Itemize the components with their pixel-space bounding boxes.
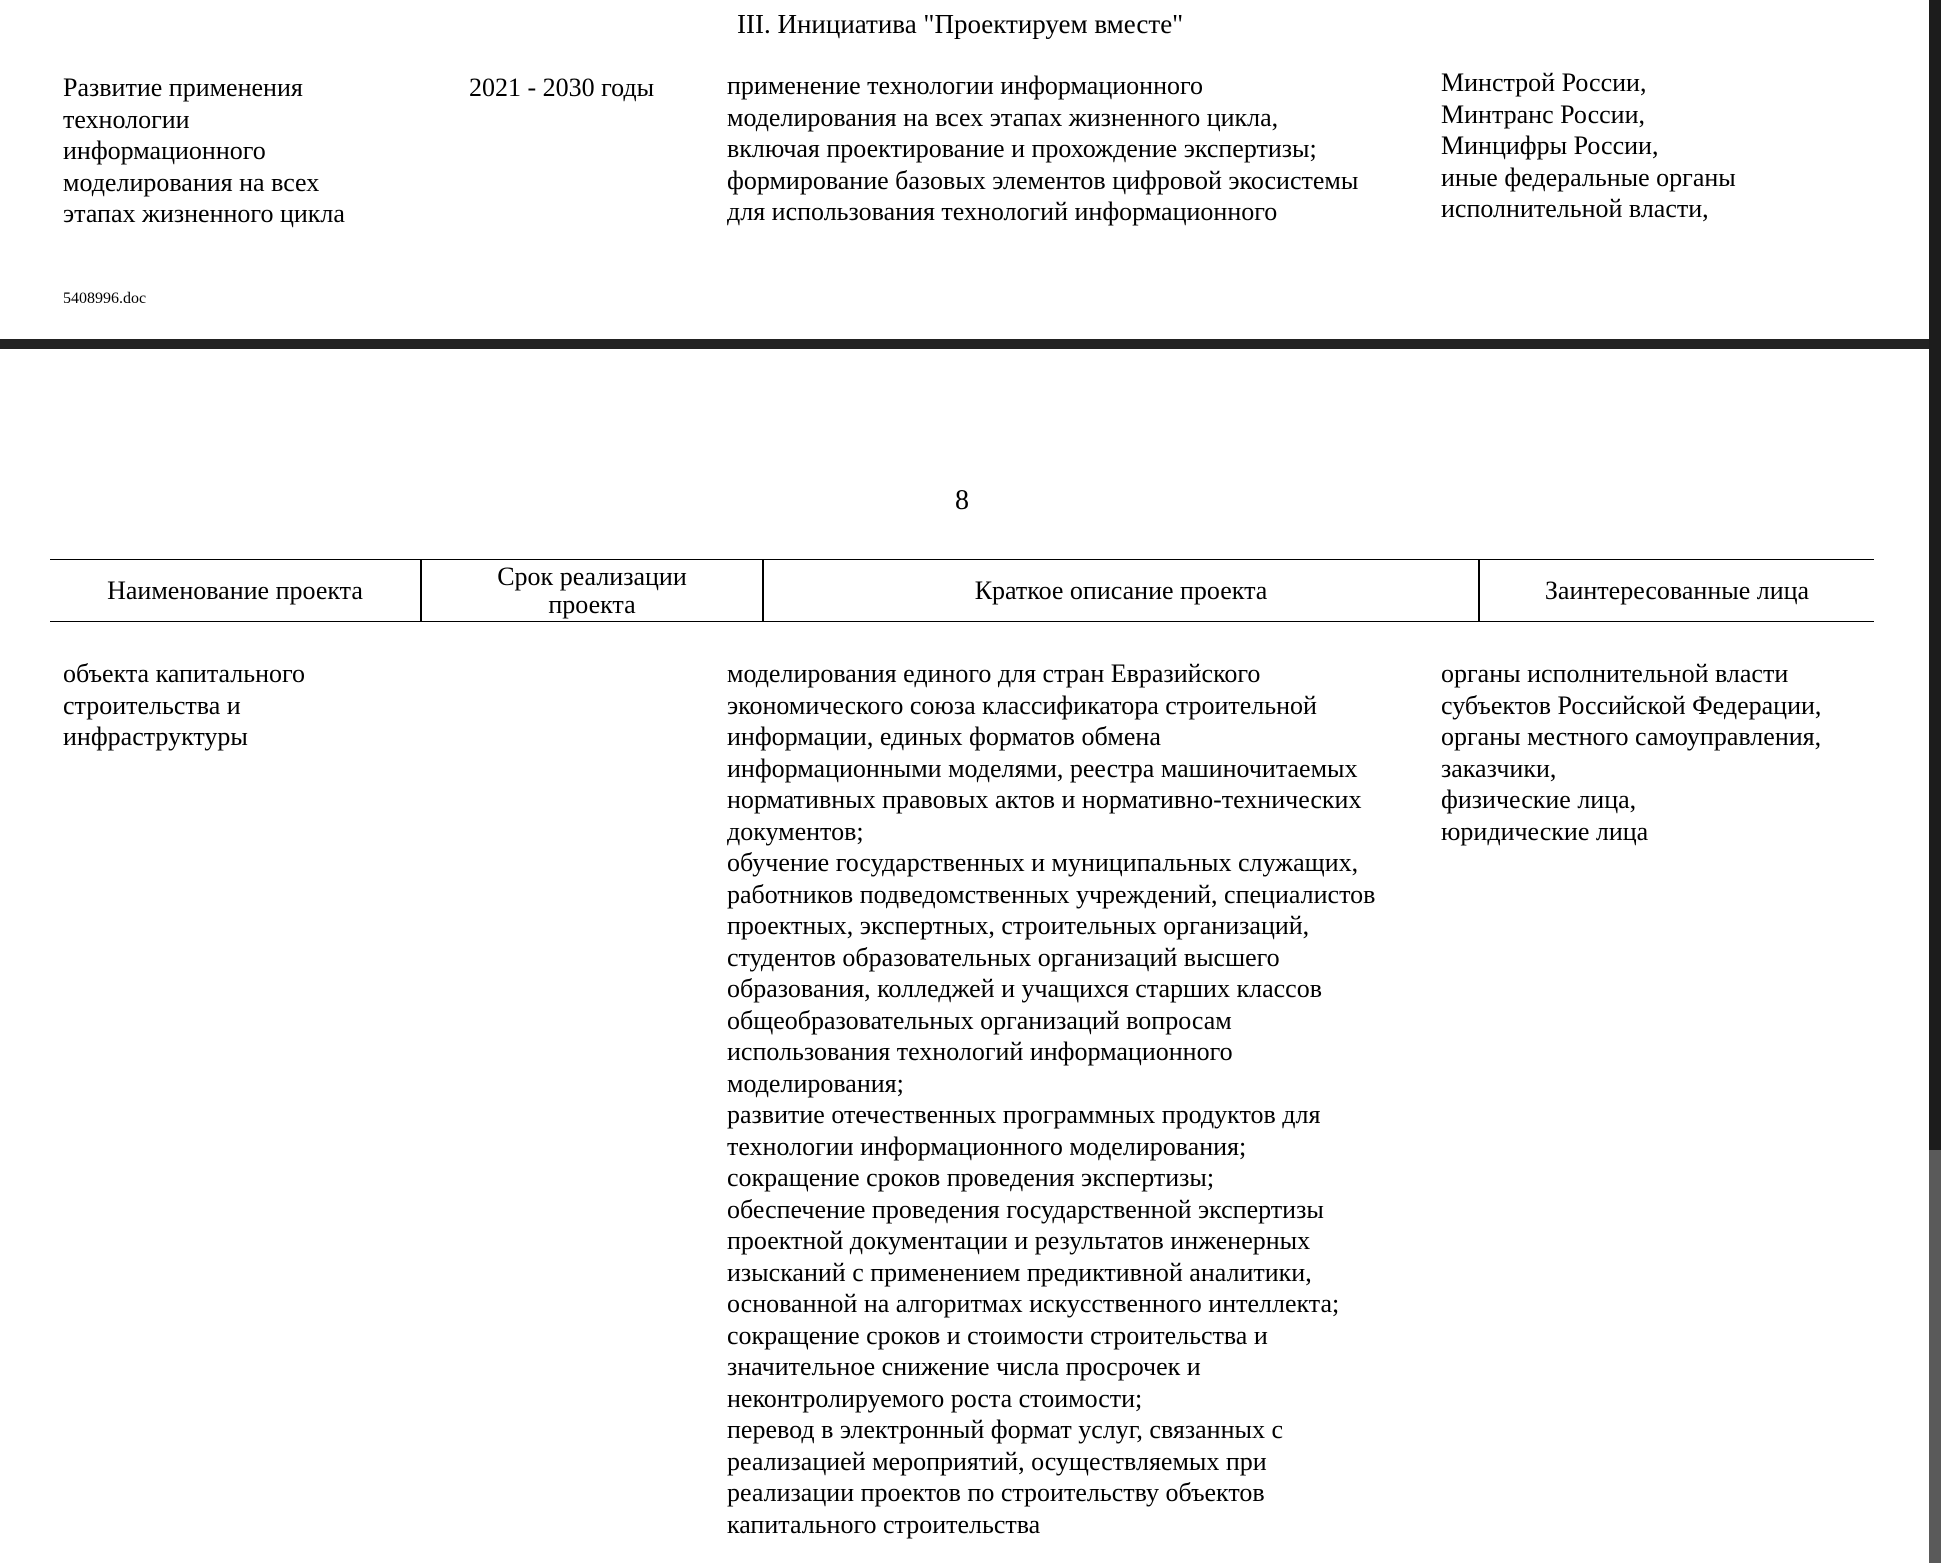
text-line: моделирования на всех этапах жизненного цикла,: [727, 102, 1279, 132]
text-line: общеобразовательных организаций вопросам: [727, 1005, 1232, 1035]
prev-project-name: [63, 72, 345, 230]
text-line: работников подведомственных учреждений, специалистов: [727, 879, 1376, 909]
text-line: нормативных правовых актов и нормативно-технических: [727, 785, 1362, 814]
section-title: III. Инициатива "Проектируем вместе": [737, 9, 1184, 39]
text-line: органы местного самоуправления,: [1441, 722, 1822, 751]
prev-project-description: [727, 70, 1358, 228]
text-line: объекта капитального: [63, 659, 306, 688]
text-line: иные федеральные органы: [1441, 162, 1736, 192]
text-line: использования технологий информационного: [727, 1037, 1233, 1066]
text-line: Срок реализации: [497, 561, 687, 591]
text-line: технологии: [63, 104, 190, 134]
text-line: изысканий с применением предиктивной аналитики,: [727, 1257, 1312, 1287]
text-line: субъектов Российской Федерации,: [1441, 690, 1822, 720]
text-line: информационного: [63, 136, 266, 165]
text-line: физические лица,: [1441, 785, 1637, 814]
text-line: информации, единых форматов обмена: [727, 722, 1161, 751]
prev-project-period: 2021 - 2030 годы: [469, 73, 655, 102]
prev-project-stakeholders: [1441, 67, 1736, 225]
text-line: проектных, экспертных, строительных организаций,: [727, 911, 1310, 940]
header-project-description: Краткое описание проекта: [974, 575, 1268, 605]
text-line: юридические лица: [1441, 816, 1649, 846]
text-line: исполнительной власти,: [1441, 194, 1709, 223]
text-line: формирование базовых элементов цифровой экосистемы: [727, 165, 1359, 195]
text-line: заказчики,: [1441, 753, 1557, 783]
document-filename: 5408996.doc: [63, 290, 147, 307]
text-line: включая проектирование и прохождение экспертизы;: [727, 134, 1317, 163]
text-line: моделирования;: [727, 1068, 904, 1098]
text-line: проекта: [548, 589, 636, 619]
text-line: экономического союза классификатора строительной: [727, 690, 1317, 720]
page-separator: [0, 339, 1941, 349]
project-description-cell: [727, 658, 1375, 1540]
header-project-period: [422, 560, 762, 621]
text-line: моделирования на всех: [63, 167, 320, 197]
table-header: [50, 559, 1874, 622]
header-stakeholders: Заинтересованные лица: [1544, 575, 1810, 605]
text-line: неконтролируемого роста стоимости;: [727, 1383, 1143, 1413]
scrollbar-thumb[interactable]: [1929, 1150, 1941, 1563]
text-line: студентов образовательных организаций высшего: [727, 942, 1280, 972]
text-line: применение технологии информационного: [727, 71, 1204, 100]
text-line: реализацией мероприятий, осуществляемых при: [727, 1446, 1267, 1476]
text-line: обеспечение проведения государственной экспертизы: [727, 1194, 1324, 1224]
header-project-name: Наименование проекта: [107, 575, 363, 605]
text-line: Минстрой России,: [1441, 68, 1647, 97]
text-line: основанной на алгоритмах искусственного интеллекта;: [727, 1289, 1340, 1318]
text-line: реализации проектов по строительству объектов: [727, 1478, 1265, 1507]
text-line: моделирования единого для стран Евразийского: [727, 659, 1261, 688]
text-line: этапах жизненного цикла: [63, 199, 345, 228]
text-line: значительное снижение числа просрочек и: [727, 1352, 1201, 1381]
text-line: обучение государственных и муниципальных служащих,: [727, 848, 1359, 877]
text-line: технологии информационного моделирования;: [727, 1131, 1247, 1161]
text-line: образования, колледжей и учащихся старших классов: [727, 974, 1322, 1003]
project-name-cell: [63, 658, 305, 753]
text-line: информационными моделями, реестра машиночитаемых: [727, 753, 1358, 783]
text-line: для использования технологий информационного: [727, 197, 1278, 226]
text-line: инфраструктуры: [63, 722, 248, 751]
text-line: капитального строительства: [727, 1509, 1041, 1539]
text-line: документов;: [727, 816, 864, 846]
text-line: Минтранс России,: [1441, 99, 1645, 129]
text-line: Развитие применения: [63, 73, 303, 102]
text-line: развитие отечественных программных продуктов для: [727, 1100, 1321, 1129]
text-line: проектной документации и результатов инженерных: [727, 1226, 1311, 1255]
page-number: 8: [955, 485, 969, 516]
text-line: Минцифры России,: [1441, 131, 1659, 160]
text-line: перевод в электронный формат услуг, связанных с: [727, 1415, 1284, 1444]
text-line: строительства и: [63, 690, 241, 720]
text-line: органы исполнительной власти: [1441, 659, 1789, 688]
text-line: сокращение сроков и стоимости строительства и: [727, 1320, 1268, 1350]
stakeholders-cell: [1441, 658, 1821, 847]
text-line: сокращение сроков проведения экспертизы;: [727, 1163, 1215, 1192]
